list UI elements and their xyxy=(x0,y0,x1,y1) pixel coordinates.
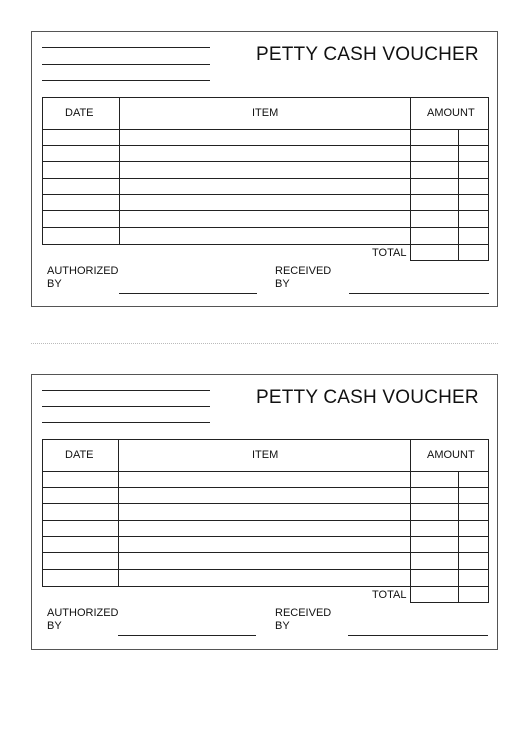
voucher-title: PETTY CASH VOUCHER xyxy=(256,387,479,408)
column-header-amount: AMOUNT xyxy=(427,449,475,461)
petty-cash-voucher xyxy=(31,31,498,307)
column-header-amount: AMOUNT xyxy=(427,107,475,119)
table-row-line xyxy=(42,569,489,570)
table-col-divider xyxy=(119,97,120,244)
voucher-table xyxy=(42,97,489,261)
cut-line xyxy=(31,343,498,344)
authorized-by-label: AUTHORIZED BY xyxy=(47,607,119,632)
total-box-bottom xyxy=(410,602,489,603)
table-col-divider xyxy=(410,97,411,261)
header-blank-line[interactable] xyxy=(42,80,210,81)
table-row-line xyxy=(42,129,489,130)
table-col-divider xyxy=(458,471,459,603)
header-blank-line[interactable] xyxy=(42,47,210,48)
received-by-label: RECEIVED BY xyxy=(275,265,332,290)
column-header-date: DATE xyxy=(65,107,94,119)
table-row-line xyxy=(42,503,489,504)
table-border-right xyxy=(488,439,489,603)
table-border-top xyxy=(42,439,489,440)
voucher-table xyxy=(42,439,489,603)
table-row-line xyxy=(42,244,489,245)
received-by-signature-line[interactable] xyxy=(349,293,489,294)
total-label: TOTAL xyxy=(372,589,407,601)
header-blank-line[interactable] xyxy=(42,64,210,65)
table-row-line xyxy=(42,161,489,162)
table-row-line xyxy=(42,536,489,537)
table-row-line xyxy=(42,552,489,553)
table-border-left xyxy=(42,439,43,586)
header-blank-line[interactable] xyxy=(42,406,210,407)
table-border-top xyxy=(42,97,489,98)
authorized-by-signature-line[interactable] xyxy=(118,635,256,636)
received-by-label: RECEIVED BY xyxy=(275,607,332,632)
table-col-divider xyxy=(118,439,119,586)
table-row-line xyxy=(42,227,489,228)
column-header-item: ITEM xyxy=(252,449,279,461)
header-blank-line[interactable] xyxy=(42,422,210,423)
table-row-line xyxy=(42,145,489,146)
table-row-line xyxy=(42,471,489,472)
total-label: TOTAL xyxy=(372,247,407,259)
table-col-divider xyxy=(458,129,459,261)
petty-cash-voucher xyxy=(31,374,498,650)
table-row-line xyxy=(42,194,489,195)
table-row-line xyxy=(42,520,489,521)
received-by-signature-line[interactable] xyxy=(348,635,488,636)
voucher-title: PETTY CASH VOUCHER xyxy=(256,44,479,65)
column-header-item: ITEM xyxy=(252,107,279,119)
table-row-line xyxy=(42,178,489,179)
total-box-bottom xyxy=(410,260,489,261)
table-row-line xyxy=(42,487,489,488)
table-col-divider xyxy=(410,439,411,603)
authorized-by-label: AUTHORIZED BY xyxy=(47,265,119,290)
authorized-by-signature-line[interactable] xyxy=(119,293,257,294)
header-blank-line[interactable] xyxy=(42,390,210,391)
table-border-right xyxy=(488,97,489,261)
table-row-line xyxy=(42,210,489,211)
table-row-line xyxy=(42,586,489,587)
column-header-date: DATE xyxy=(65,449,94,461)
table-border-left xyxy=(42,97,43,244)
